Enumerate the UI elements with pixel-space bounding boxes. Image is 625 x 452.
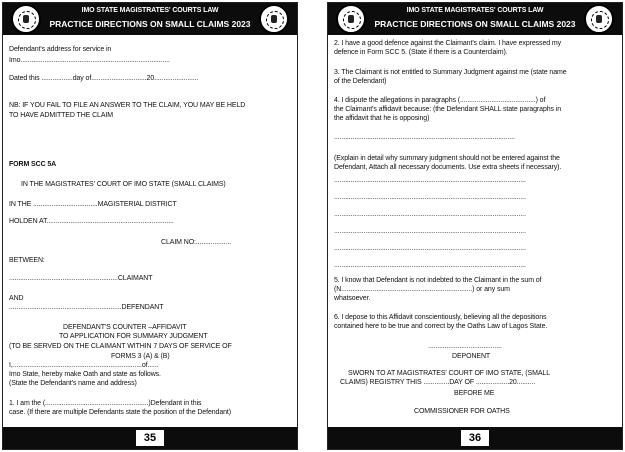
form-title: FORM SCC 5A: [9, 161, 57, 168]
paragraph-5: (N.......................................................................) or any sum: [334, 286, 510, 293]
sworn-line: CLAIMS) REGISTRY THIS ..............DAY OF ..................20..........: [340, 379, 536, 386]
paragraph-4: the Claimant's affidavit because: (the Defendant SHALL state paragraphs in: [334, 106, 562, 113]
signature-line: ........................................: [428, 343, 502, 350]
explain-note: Defendant, Attach all necessary documents. Use extra sheets if necessary).: [334, 164, 562, 171]
page-footer: [3, 427, 297, 449]
paragraph-6: contained here to be true and correct by the Oaths Law of Lagos State.: [334, 323, 548, 330]
service-note: FORMS 3 (A) & (B): [111, 353, 170, 360]
paragraph-5: 5. I know that Defendant is not indebted to the Claimant in the sum of: [334, 277, 542, 284]
paragraph-1: case. (If there are multiple Defendants state the position of the Defendant): [9, 409, 231, 416]
holden-line: HOLDEN AT.....................................................................: [9, 218, 174, 225]
before-me-label: BEFORE ME: [454, 390, 495, 397]
court-heading: IN THE MAGISTRATES' COURT OF IMO STATE (SMALL CLAIMS): [21, 181, 226, 188]
sworn-line: SWORN TO AT MAGISTRATES' COURT OF IMO STATE, (SMALL: [348, 370, 550, 377]
paragraph-1: 1. I am the (........................................................)Defendant in this: [9, 400, 202, 407]
page-36: [327, 2, 623, 450]
header-title: IMO STATE MAGISTRATES' COURTS LAW: [81, 7, 219, 14]
blank-line: ........................................................................................................: [334, 262, 526, 269]
court-seal-icon: [259, 4, 289, 34]
and-label: AND: [9, 295, 24, 302]
blank-line: ........................................................................................................: [334, 211, 526, 218]
paragraph-4: the affidavit that he is opposing): [334, 115, 430, 122]
blank-line: ........................................................................................................: [334, 177, 526, 184]
notice-line: NB: IF YOU FAIL TO FILE AN ANSWER TO THE CLAIM, YOU MAY BE HELD: [9, 102, 246, 109]
blank-line: ........................................................................................................: [334, 228, 526, 235]
court-seal-icon: [584, 4, 614, 34]
oath-line: I,......................................................................of......: [9, 362, 159, 369]
blank-line: ........................................................................................................: [334, 194, 526, 201]
page-footer: [328, 427, 622, 449]
page-number: 35: [136, 430, 164, 446]
blank-line: ........................................................................................................: [334, 245, 526, 252]
page-header: [328, 3, 622, 35]
page-number: 36: [461, 430, 489, 446]
paragraph-2: defence in Form SCC 5. (State if there is a Counterclaim).: [334, 49, 508, 56]
claim-number: CLAIM NO:...................: [161, 239, 231, 246]
page-header: [3, 3, 297, 35]
deponent-label: DEPONENT: [452, 353, 491, 360]
paragraph-3: 3. The Claimant is not entitled to Summary Judgment against me (state name: [334, 69, 567, 76]
claimant-line: ...........................................................CLAIMANT: [9, 275, 153, 282]
notice-line: TO HAVE ADMITTED THE CLAIM: [9, 112, 113, 119]
defendant-line: .............................................................DEFENDANT: [9, 304, 164, 311]
paragraph-4: 4. I dispute the allegations in paragraphs (.........................................) of: [334, 97, 546, 104]
commissioner-label: COMMISSIONER FOR OATHS: [414, 408, 510, 415]
address-line: Imo.................................................................................: [9, 57, 170, 64]
service-note: (TO BE SERVED ON THE CLAIMANT WITHIN 7 DAYS OF SERVICE OF: [9, 343, 232, 350]
header-title: IMO STATE MAGISTRATES' COURTS LAW: [406, 7, 544, 14]
oath-line: Imo State, hereby make Oath and state as follows.: [9, 371, 161, 378]
paragraph-2: 2. I have a good defence against the Claimant's claim. I have expressed my: [334, 40, 562, 47]
between-label: BETWEEN:: [9, 257, 45, 264]
header-subtitle: PRACTICE DIRECTIONS ON SMALL CLAIMS 2023: [374, 19, 576, 29]
header-subtitle: PRACTICE DIRECTIONS ON SMALL CLAIMS 2023: [49, 19, 251, 29]
paragraph-5: whatsoever.: [334, 295, 371, 302]
affidavit-title: DEFENDANT'S COUNTER –AFFIDAVIT: [63, 324, 187, 331]
affidavit-subtitle: TO APPLICATION FOR SUMMARY JUDGMENT: [59, 333, 208, 340]
date-line: Dated this .................day of..............................20........................: [9, 75, 199, 82]
address-line: Defendant's address for service in: [9, 46, 112, 53]
paragraph-6: 6. I depose to this Affidavit conscientiously, believing all the depositions: [334, 314, 547, 321]
district-line: IN THE ...................................MAGISTERIAL DISTRICT: [9, 201, 177, 208]
paragraph-3: of the Defendant): [334, 78, 387, 85]
page-35: [2, 2, 298, 450]
oath-line: (State the Defendant's name and address): [9, 380, 137, 387]
blank-line: ..................................................................................................: [334, 134, 515, 141]
explain-note: (Explain in detail why summary judgment should not be entered against the: [334, 155, 560, 162]
